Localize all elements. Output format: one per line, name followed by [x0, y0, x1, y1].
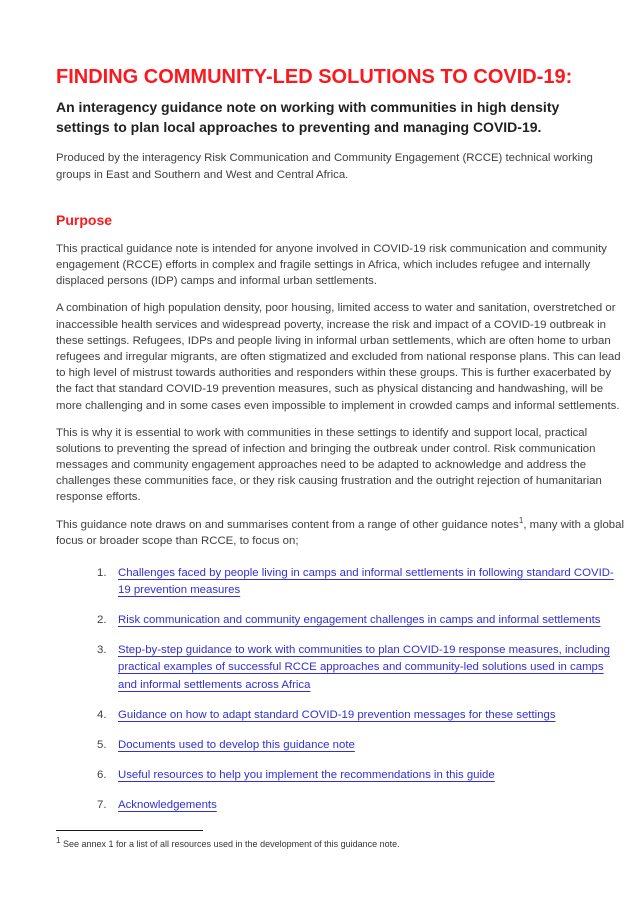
toc-item-number: 4. [97, 708, 107, 721]
purpose-paragraph-3: This is why it is essential to work with communities in these settings to identify and support local, practical solutions to preventing the spread of infection and bringing the outbreak under control. Risk communication messages and community engagement approaches need to be adapted to acknowledge and address the challenges these communities face, or they risk causing frustration and the outright rejection of humanitarian response efforts. [56, 426, 602, 504]
purpose-heading: Purpose [56, 211, 113, 228]
footnote-text [56, 838, 604, 851]
toc-link-step-by-step-guidance[interactable]: Step-by-step guidance to work with communities to plan COVID-19 response measures, including practical examples of successful RCCE approaches and community-led solutions used in camps and informal settlements across Africa [118, 644, 610, 691]
toc-item [56, 707, 624, 724]
intro-text-after: , many with a global focus or broader scope than RCCE, to focus on; [56, 518, 624, 547]
toc-link-documents-used[interactable]: Documents used to develop this guidance note [118, 738, 355, 751]
toc-item-number: 3. [97, 644, 107, 657]
toc-link-adapt-messages[interactable]: Guidance on how to adapt standard COVID-19 prevention messages for these settings [118, 708, 556, 721]
toc-list [56, 565, 624, 814]
toc-item-number: 6. [97, 768, 107, 781]
footnote-body: See annex 1 for a list of all resources used in the development of this guidance note. [60, 839, 400, 849]
toc-link-acknowledgements[interactable]: Acknowledgements [118, 798, 217, 811]
toc-item-number: 7. [97, 798, 107, 811]
toc-link-useful-resources[interactable]: Useful resources to help you implement the recommendations in this guide [118, 768, 495, 781]
purpose-paragraph-1: This practical guidance note is intended for anyone involved in COVID-19 risk communication and community engagement (RCCE) efforts in complex and fragile settings in Africa, which includes refugee and internally displaced persons (IDP) camps and informal urban settlements. [56, 242, 607, 288]
toc-item [56, 767, 624, 784]
footnote-marker: 1 [56, 836, 61, 845]
toc-item-number: 2. [97, 614, 107, 627]
toc-item [56, 642, 624, 693]
intro-text-before: This guidance note draws on and summarises content from a range of other guidance notes [56, 518, 519, 531]
toc-link-challenges[interactable]: Challenges faced by people living in camps and informal settlements in following standard COVID-19 prevention measures [118, 567, 614, 597]
toc-link-rcce-challenges[interactable]: Risk communication and community engagement challenges in camps and informal settlements [118, 614, 601, 627]
toc-item [56, 797, 624, 814]
toc-item [56, 737, 624, 754]
footnote-divider [56, 830, 203, 831]
intro-paragraph [56, 517, 624, 549]
toc-item [56, 612, 624, 629]
toc-item-number: 5. [97, 738, 107, 751]
purpose-paragraph-2: A combination of high population density, poor housing, limited access to water and sanitation, overstretched or inaccessible health services and widespread poverty, increase the risk and impact of a COVID-19 outbreak in these settings. Refugees, IDPs and people living in informal urban settlements, which are often home to urban refugees and irregular migrants, are often stigmatized and excluded from national response plans. This can lead to high level of mistrust towards authorities and responders within these groups. This is further exacerbated by the fact that standard COVID-19 prevention measures, such as physical distancing and handwashing, will be more challenging and in some cases even impossible to implement in crowded camps and informal settlements. [56, 302, 621, 412]
footnote-reference: 1 [518, 515, 524, 525]
toc-item [56, 565, 624, 599]
toc-item-number: 1. [97, 567, 107, 579]
document-subtitle: An interagency guidance note on working with communities in high density settings to plan local approaches to preventing and managing COVID-19. [56, 99, 560, 136]
produced-by-text: Produced by the interagency Risk Communication and Community Engagement (RCCE) technical working groups in East and Southern and West and Central Africa. [56, 151, 593, 181]
document-title: FINDING COMMUNITY-LED SOLUTIONS TO COVID-19: [56, 66, 573, 88]
footnote-section [56, 830, 604, 851]
